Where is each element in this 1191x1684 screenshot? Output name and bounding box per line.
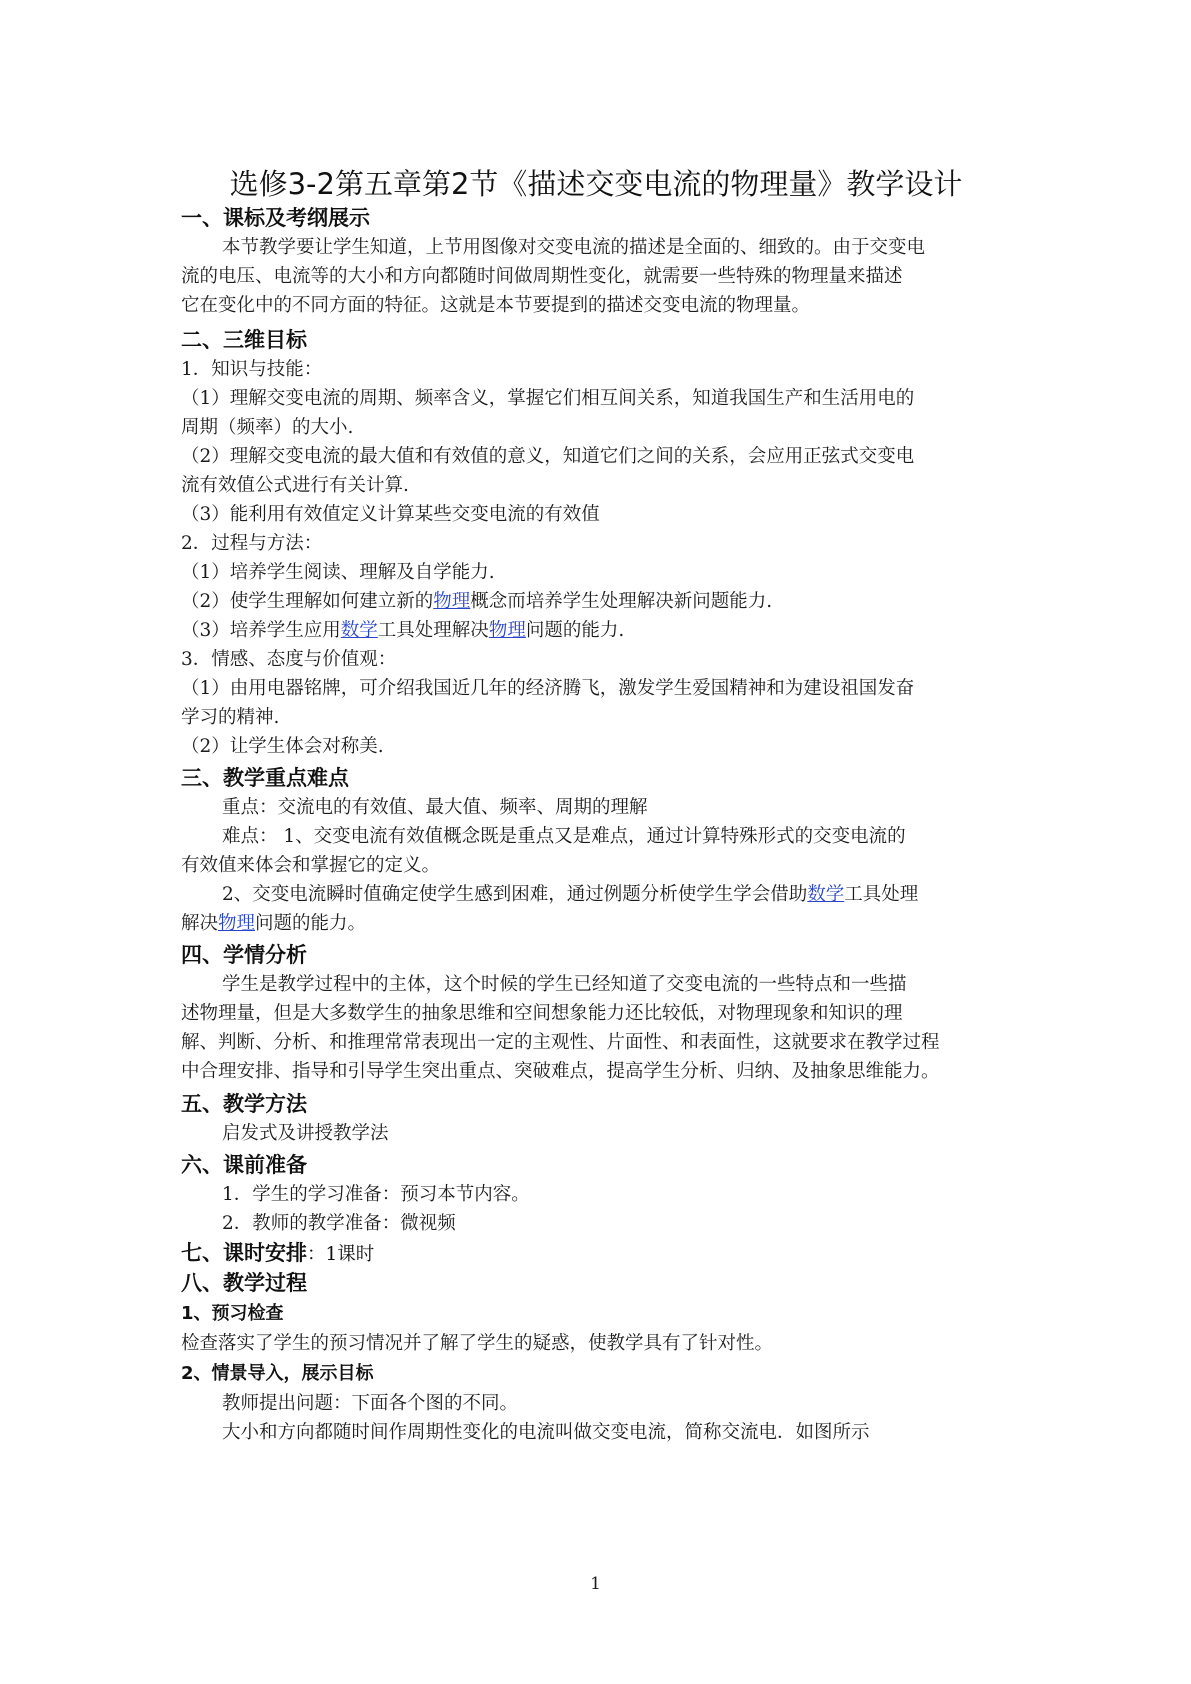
list-item: 1．学生的学习准备：预习本节内容。 bbox=[222, 1184, 530, 1205]
subsection-heading: 2、情景导入，展示目标 bbox=[181, 1363, 374, 1384]
section-heading-1: 一、课标及考纲展示 bbox=[181, 206, 370, 230]
section-heading-7: 七、课时安排：1课时 bbox=[181, 1241, 375, 1265]
list-item: （3）能利用有效值定义计算某些交变电流的有效值 bbox=[181, 504, 600, 525]
paragraph-line: 启发式及讲授教学法 bbox=[222, 1123, 389, 1144]
list-item: （2）理解交变电流的最大值和有效值的意义，知道它们之间的关系，会应用正弦式交变电 bbox=[181, 446, 915, 467]
paragraph-line: 学生是教学过程中的主体，这个时候的学生已经知道了交变电流的一些特点和一些描 bbox=[222, 974, 907, 995]
paragraph-line: 本节教学要让学生知道，上节用图像对交变电流的描述是全面的、细致的。由于交变电 bbox=[222, 237, 926, 258]
link-physics[interactable]: 物理 bbox=[433, 591, 471, 612]
paragraph-line: 流的电压、电流等的大小和方向都随时间做周期性变化，就需要一些特殊的物理量来描述 bbox=[181, 266, 903, 287]
list-item: （1）由用电器铭牌，可介绍我国近几年的经济腾飞，激发学生爱国精神和为建设祖国发奋 bbox=[181, 678, 915, 699]
section-heading-5: 五、教学方法 bbox=[181, 1092, 307, 1116]
list-item-continued: 流有效值公式进行有关计算. bbox=[181, 475, 409, 496]
list-item: （1）培养学生阅读、理解及自学能力. bbox=[181, 562, 495, 583]
list-item-continued: 周期（频率）的大小. bbox=[181, 417, 354, 438]
section-heading-2: 二、三维目标 bbox=[181, 328, 307, 352]
list-item: （2）使学生理解如何建立新的物理概念而培养学生处理解决新问题能力. bbox=[181, 591, 773, 612]
paragraph-line: 它在变化中的不同方面的特征。这就是本节要提到的描述交变电流的物理量。 bbox=[181, 295, 811, 316]
list-item: （1）理解交变电流的周期、频率含义，掌握它们相互间关系，知道我国生产和生活用电的 bbox=[181, 388, 915, 409]
subsection-heading: 1、预习检查 bbox=[181, 1303, 284, 1324]
paragraph-line: 解决物理问题的能力。 bbox=[181, 913, 367, 934]
section-heading-6: 六、课前准备 bbox=[181, 1153, 307, 1177]
subheading-process: 2．过程与方法： bbox=[181, 533, 323, 554]
paragraph-line: 大小和方向都随时间作周期性变化的电流叫做交变电流，简称交流电．如图所示 bbox=[222, 1422, 870, 1443]
link-math[interactable]: 数学 bbox=[807, 884, 845, 905]
list-item-continued: 学习的精神. bbox=[181, 707, 280, 728]
link-physics[interactable]: 物理 bbox=[218, 913, 256, 934]
document-title: 选修3-2第五章第2节《描述交变电流的物理量》教学设计 bbox=[229, 167, 963, 201]
paragraph-line: 解、判断、分析、和推理常常表现出一定的主观性、片面性、和表面性，这就要求在教学过程 bbox=[181, 1032, 940, 1053]
list-item: （3）培养学生应用数学工具处理解决物理问题的能力. bbox=[181, 620, 625, 641]
page-number: 1 bbox=[590, 1574, 601, 1594]
paragraph-line: 述物理量，但是大多数学生的抽象思维和空间想象能力还比较低，对物理现象和知识的理 bbox=[181, 1003, 903, 1024]
paragraph-line: 2、交变电流瞬时值确定使学生感到困难，通过例题分析使学生学会借助数学工具处理 bbox=[222, 884, 919, 905]
section-heading-4: 四、学情分析 bbox=[181, 943, 307, 967]
paragraph-line: 教师提出问题：下面各个图的不同。 bbox=[222, 1393, 519, 1414]
paragraph-line: 重点：交流电的有效值、最大值、频率、周期的理解 bbox=[222, 797, 648, 818]
paragraph-line: 中合理安排、指导和引导学生突出重点、突破难点，提高学生分析、归纳、及抽象思维能力。 bbox=[181, 1061, 940, 1082]
link-physics[interactable]: 物理 bbox=[488, 620, 526, 641]
section-heading-3: 三、教学重点难点 bbox=[181, 766, 349, 790]
list-item: 2．教师的教学准备：微视频 bbox=[222, 1213, 456, 1234]
subheading-emotion: 3．情感、态度与价值观： bbox=[181, 649, 397, 670]
list-item: （2）让学生体会对称美. bbox=[181, 736, 384, 757]
paragraph-line: 有效值来体会和掌握它的定义。 bbox=[181, 855, 441, 876]
subheading-knowledge: 1．知识与技能： bbox=[181, 359, 323, 380]
section-heading-8: 八、教学过程 bbox=[181, 1271, 307, 1295]
link-math[interactable]: 数学 bbox=[340, 620, 378, 641]
paragraph-line: 难点： 1、交变电流有效值概念既是重点又是难点，通过计算特殊形式的交变电流的 bbox=[222, 826, 906, 847]
lesson-count: ：1课时 bbox=[307, 1244, 375, 1265]
paragraph-line: 检查落实了学生的预习情况并了解了学生的疑惑，使教学具有了针对性。 bbox=[181, 1333, 774, 1354]
